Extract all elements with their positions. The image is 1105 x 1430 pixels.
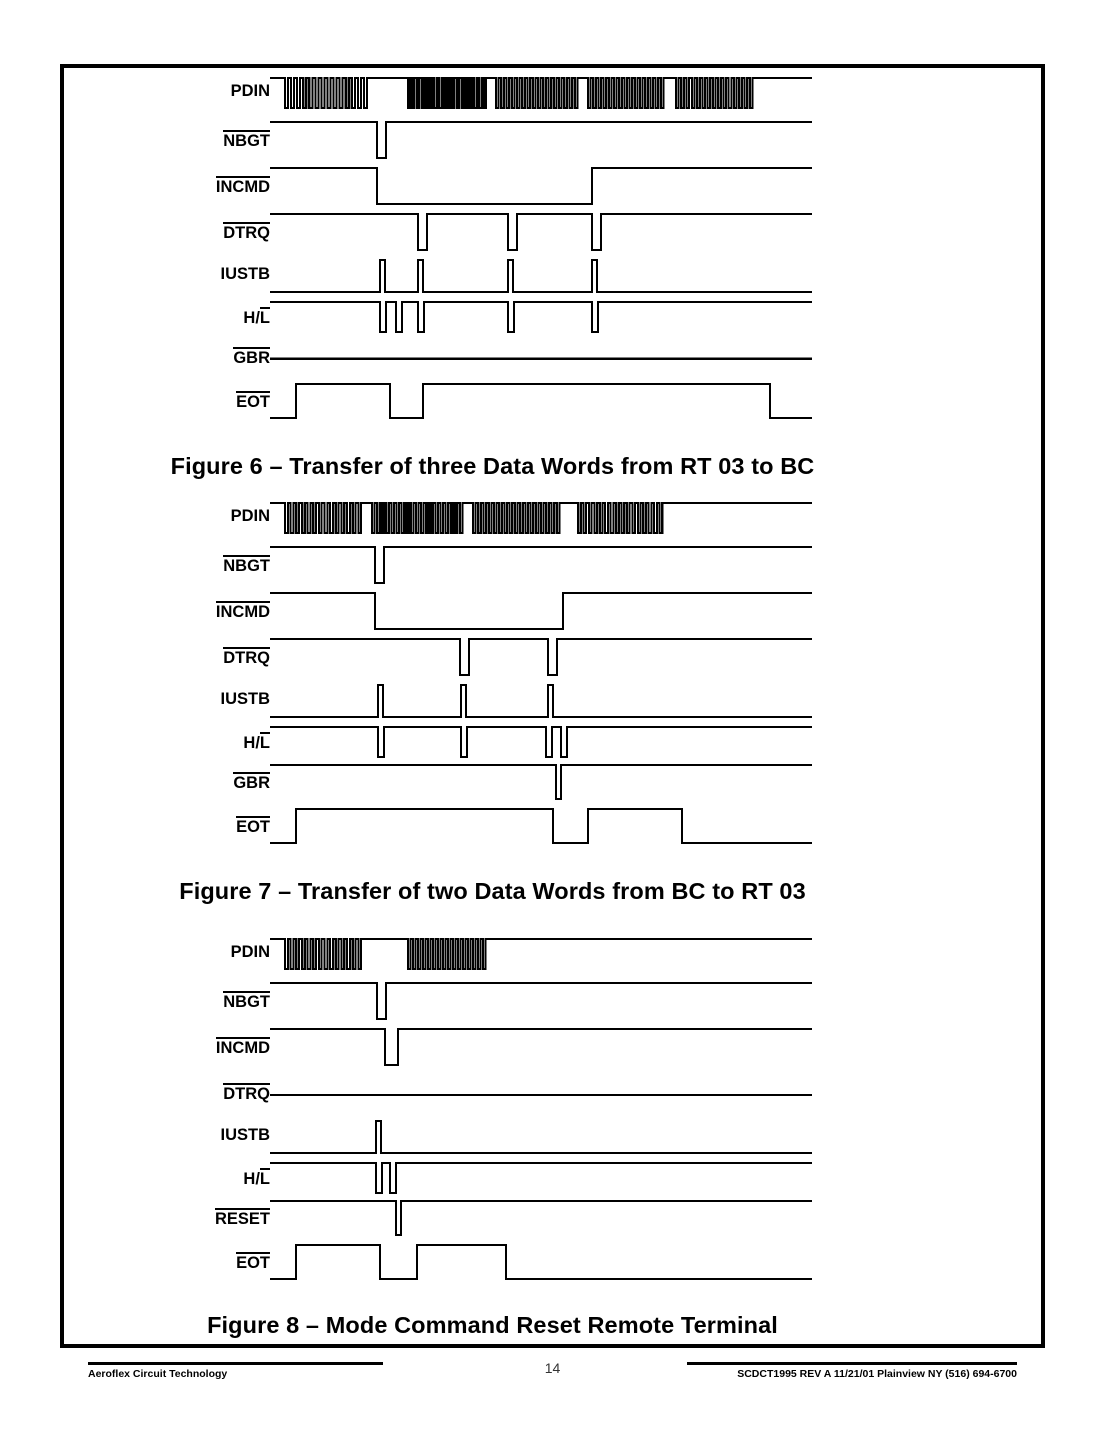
footer-page-number: 14 xyxy=(544,1360,561,1376)
figure-8-waveforms xyxy=(0,925,985,1310)
signal-label-gbr: GBR xyxy=(233,349,270,367)
waveform-trace-iustb xyxy=(270,1121,812,1153)
signal-label-pdin: PDIN xyxy=(230,82,270,100)
waveform-trace-nbgt xyxy=(270,983,812,1019)
signal-label-h-l: H/L xyxy=(243,309,270,327)
signal-label-pdin: PDIN xyxy=(230,943,270,961)
signal-label-nbgt: NBGT xyxy=(223,557,270,575)
figure-8-block xyxy=(0,925,985,1339)
figure-8-caption: Figure 8 – Mode Command Reset Remote Terminal xyxy=(207,1312,778,1338)
signal-label-iustb: IUSTB xyxy=(220,265,270,283)
signal-label-iustb: IUSTB xyxy=(220,1126,270,1144)
waveform-trace-h-l xyxy=(270,727,812,757)
waveform-trace-eot xyxy=(270,1245,812,1279)
figure-7-waveforms xyxy=(0,489,985,874)
figure-7-block xyxy=(0,489,985,905)
footer-right-block xyxy=(687,1362,1017,1380)
waveform-trace-nbgt xyxy=(270,547,812,583)
waveform-trace-dtrq xyxy=(270,639,812,675)
figure-6-plot xyxy=(0,64,985,449)
waveform-trace-h-l xyxy=(270,302,812,332)
footer-doc-reference: SCDCT1995 REV A 11/21/01 Plainview NY (516) 694-6700 xyxy=(737,1368,1017,1380)
footer-company-name: Aeroflex Circuit Technology xyxy=(88,1368,228,1380)
waveform-trace-incmd xyxy=(270,593,812,629)
figure-6-block xyxy=(0,64,985,480)
signal-label-nbgt: NBGT xyxy=(223,993,270,1011)
figure-6-caption: Figure 6 – Transfer of three Data Words from RT 03 to BC xyxy=(170,453,815,479)
waveform-trace-eot xyxy=(270,809,812,843)
signal-label-dtrq: DTRQ xyxy=(223,224,270,242)
signal-label-incmd: INCMD xyxy=(215,178,270,196)
figure-6-waveforms xyxy=(0,64,985,449)
signal-label-eot: EOT xyxy=(236,393,270,411)
figure-7-plot xyxy=(0,489,985,874)
signal-label-h-l: H/L xyxy=(243,1170,270,1188)
waveform-trace-pdin xyxy=(270,78,812,108)
waveform-trace-dtrq xyxy=(270,214,812,250)
waveform-trace-pdin xyxy=(270,939,812,969)
waveform-trace-eot xyxy=(270,384,812,418)
waveform-trace-incmd xyxy=(270,168,812,204)
signal-label-eot: EOT xyxy=(236,1254,270,1272)
signal-label-eot: EOT xyxy=(236,818,270,836)
figure-7-caption: Figure 7 – Transfer of two Data Words from BC to RT 03 xyxy=(179,878,806,904)
footer-right-rule xyxy=(687,1362,1017,1365)
signal-label-iustb: IUSTB xyxy=(220,690,270,708)
waveform-trace-gbr xyxy=(270,765,812,799)
signal-label-reset: RESET xyxy=(214,1210,270,1228)
signal-label-incmd: INCMD xyxy=(215,603,270,621)
signal-label-incmd: INCMD xyxy=(215,1039,270,1057)
waveform-trace-iustb xyxy=(270,260,812,292)
signal-label-nbgt: NBGT xyxy=(223,132,270,150)
waveform-trace-pdin xyxy=(270,503,812,533)
signal-label-dtrq: DTRQ xyxy=(223,1085,270,1103)
waveform-trace-h-l xyxy=(270,1163,812,1193)
waveform-trace-incmd xyxy=(270,1029,812,1065)
waveform-trace-reset xyxy=(270,1201,812,1235)
figure-8-plot xyxy=(0,925,985,1310)
waveform-trace-nbgt xyxy=(270,122,812,158)
signal-label-pdin: PDIN xyxy=(230,507,270,525)
signal-label-h-l: H/L xyxy=(243,734,270,752)
signal-label-dtrq: DTRQ xyxy=(223,649,270,667)
signal-label-gbr: GBR xyxy=(233,774,270,792)
waveform-trace-iustb xyxy=(270,685,812,717)
page-footer xyxy=(0,1356,1105,1416)
